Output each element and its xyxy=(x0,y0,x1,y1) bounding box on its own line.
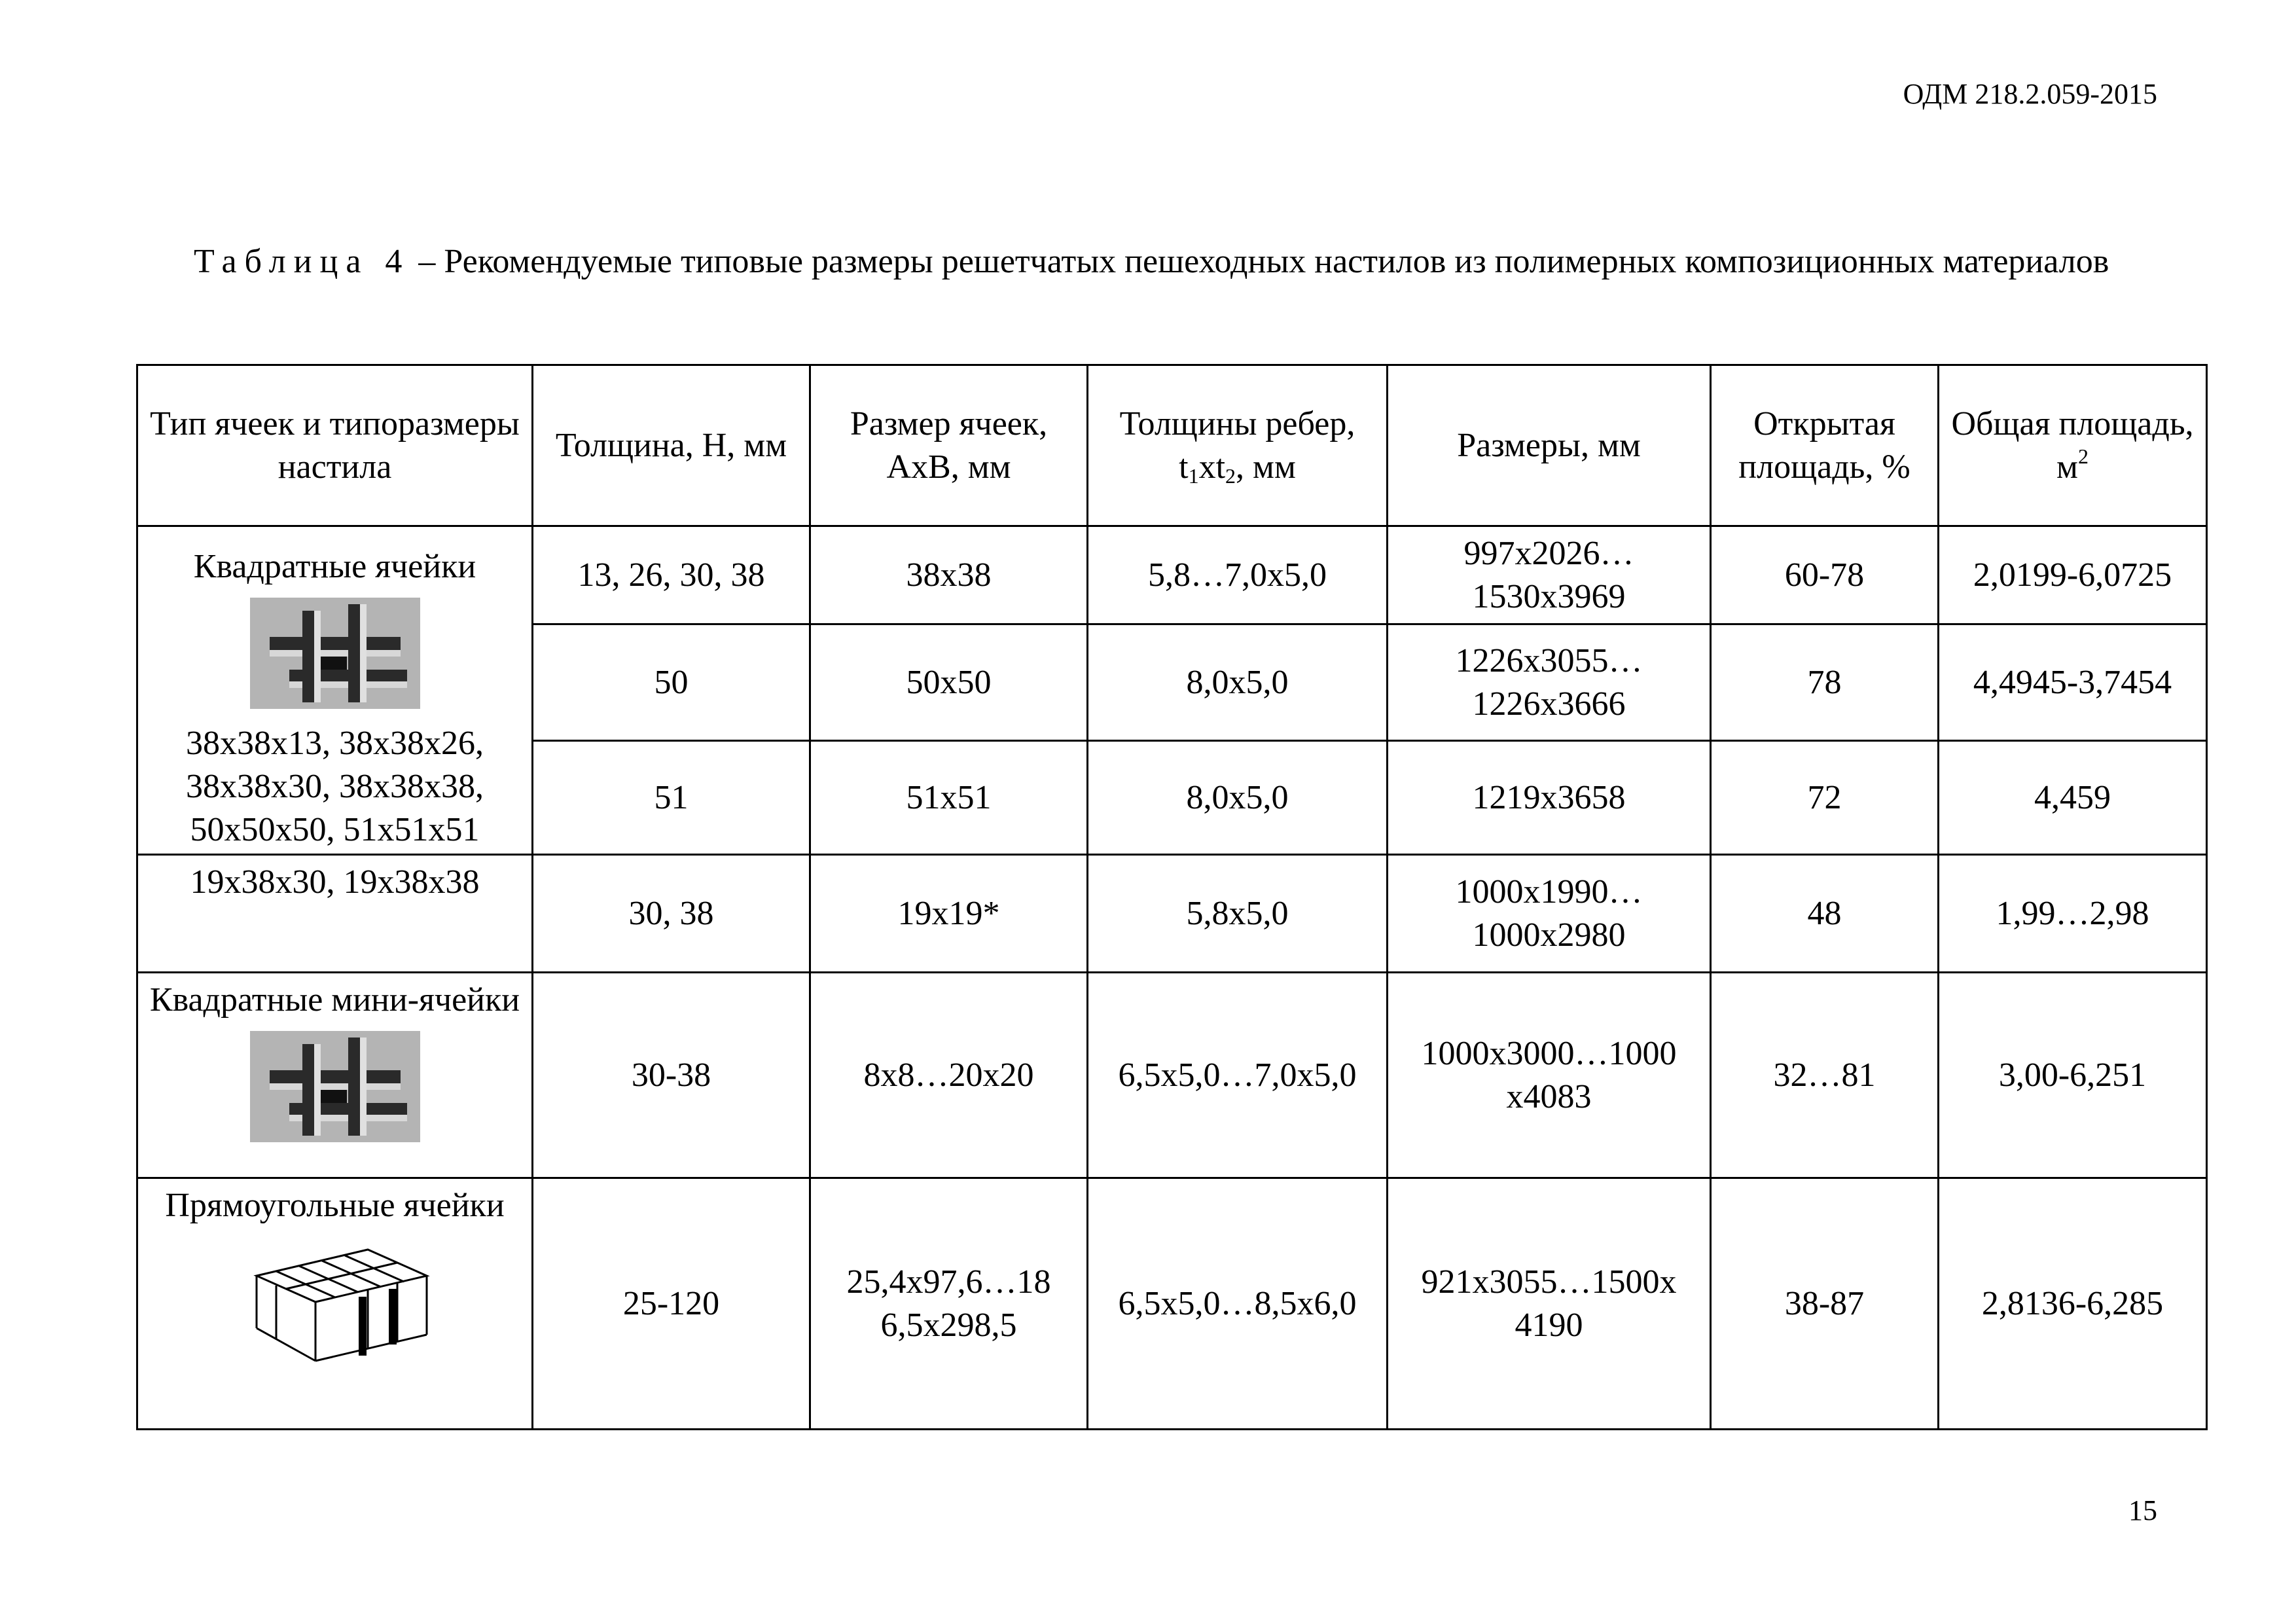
cell-thickness: 50 xyxy=(533,624,810,741)
cell-dimensions: 1219х3658 xyxy=(1388,741,1711,855)
cell-rib: 5,8…7,0х5,0 xyxy=(1088,526,1388,624)
cell-total-area: 3,00-6,251 xyxy=(1939,973,2207,1178)
group-square-cells xyxy=(137,526,533,855)
cell-size: 25,4х97,6…18 6,5х298,5 xyxy=(810,1178,1088,1430)
header-total-area xyxy=(1939,365,2207,526)
cell-open-area: 72 xyxy=(1711,741,1939,855)
cell-thickness: 25-120 xyxy=(533,1178,810,1430)
cell-size: 51х51 xyxy=(810,741,1088,855)
table-row xyxy=(137,1178,2207,1430)
table-row xyxy=(137,973,2207,1178)
group-narrow-title: 19х38х30, 19х38х38 xyxy=(190,863,480,901)
table-caption xyxy=(194,228,2157,296)
cell-size: 8х8…20х20 xyxy=(810,973,1088,1178)
cell-open-area: 78 xyxy=(1711,624,1939,741)
cell-open-area: 60-78 xyxy=(1711,526,1939,624)
sizes-table xyxy=(136,364,2208,1430)
cell-open-area: 32…81 xyxy=(1711,973,1939,1178)
cell-dimensions: 1000х3000…1000 х4083 xyxy=(1388,973,1711,1178)
header-rib-thickness xyxy=(1088,365,1388,526)
group-narrow-cells xyxy=(137,855,533,973)
group-rect-title: Прямоугольные ячейки xyxy=(165,1187,505,1224)
table-row xyxy=(137,855,2207,973)
cell-dimensions: 1226х3055… 1226х3666 xyxy=(1388,624,1711,741)
header-thickness: Толщина, Н, мм xyxy=(533,365,810,526)
cell-total-area: 2,0199-6,0725 xyxy=(1939,526,2207,624)
cell-total-area: 2,8136-6,285 xyxy=(1939,1178,2207,1430)
table-caption-label: Таблица 4 xyxy=(194,243,410,280)
cell-dimensions: 1000х1990… 1000х2980 xyxy=(1388,855,1711,973)
cell-open-area: 38-87 xyxy=(1711,1178,1939,1430)
document-code: ОДМ 218.2.059-2015 xyxy=(1903,78,2157,110)
cell-thickness: 51 xyxy=(533,741,810,855)
cell-rib: 8,0х5,0 xyxy=(1088,741,1388,855)
cell-dimensions: 921х3055…1500х 4190 xyxy=(1388,1178,1711,1430)
rectangular-grating-image xyxy=(237,1236,433,1367)
cell-thickness: 30-38 xyxy=(533,973,810,1178)
square-grating-image xyxy=(250,598,420,709)
page-number: 15 xyxy=(2128,1494,2157,1526)
header-dimensions: Размеры, мм xyxy=(1388,365,1711,526)
cell-open-area: 48 xyxy=(1711,855,1939,973)
header-rib-sub2: 2 xyxy=(1225,463,1236,488)
header-type: Тип ячеек и типоразмеры настила xyxy=(137,365,533,526)
header-total-area-sup: 2 xyxy=(2077,444,2089,468)
cell-thickness: 30, 38 xyxy=(533,855,810,973)
group-mini-cells xyxy=(137,973,533,1178)
header-rib-sub1: 1 xyxy=(1188,463,1199,488)
group-square-title: Квадратные ячейки xyxy=(193,548,476,585)
cell-size: 50х50 xyxy=(810,624,1088,741)
header-cell-size: Размер ячеек, АхВ, мм xyxy=(810,365,1088,526)
cell-size: 19х19* xyxy=(810,855,1088,973)
mini-grating-image xyxy=(250,1031,420,1142)
cell-total-area: 4,459 xyxy=(1939,741,2207,855)
group-square-sizes: 38х38х13, 38х38х26, 38х38х30, 38х38х38, 50х50х50, 51х51х51 xyxy=(186,725,484,848)
cell-size: 38х38 xyxy=(810,526,1088,624)
table-header-row xyxy=(137,365,2207,526)
header-rib-thickness-post: , мм xyxy=(1236,448,1296,486)
cell-dimensions: 997х2026… 1530х3969 xyxy=(1388,526,1711,624)
group-rect-cells xyxy=(137,1178,533,1430)
cell-total-area: 1,99…2,98 xyxy=(1939,855,2207,973)
cell-rib: 5,8х5,0 xyxy=(1088,855,1388,973)
header-rib-thickness-pre: Толщины ребер, t xyxy=(1119,405,1355,486)
cell-rib: 8,0х5,0 xyxy=(1088,624,1388,741)
cell-total-area: 4,4945-3,7454 xyxy=(1939,624,2207,741)
header-total-area-text: Общая площадь, м xyxy=(1951,405,2194,486)
group-mini-title: Квадратные мини-ячейки xyxy=(149,981,520,1019)
table-caption-text: – Рекомендуемые типовые размеры решетчатых пешеходных настилов из полимерных композиционных материалов xyxy=(418,243,2109,280)
cell-rib: 6,5х5,0…8,5х6,0 xyxy=(1088,1178,1388,1430)
header-open-area: Открытая площадь, % xyxy=(1711,365,1939,526)
table-row xyxy=(137,526,2207,624)
cell-thickness: 13, 26, 30, 38 xyxy=(533,526,810,624)
cell-rib: 6,5х5,0…7,0х5,0 xyxy=(1088,973,1388,1178)
header-rib-thickness-mid: хt xyxy=(1198,448,1226,486)
